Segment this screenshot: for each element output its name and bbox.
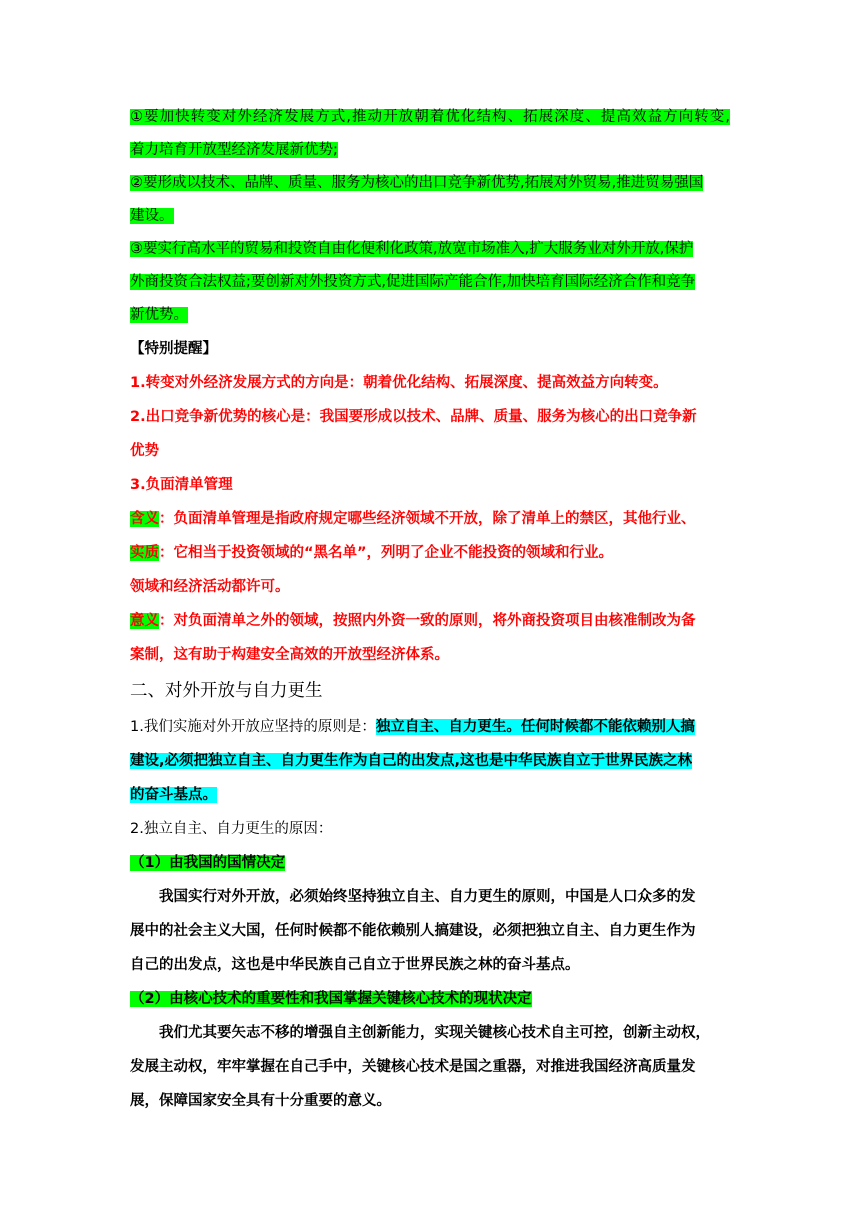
reminder-title: 【特别提醒】 bbox=[130, 341, 217, 357]
point-2 bbox=[130, 167, 730, 233]
sub-1-title: （1）由我国的国情决定 bbox=[130, 855, 286, 871]
sub-1-line-3: 自己的出发点，这也是中华民族自己自立于世界民族之林的奋斗基点。 bbox=[130, 957, 580, 973]
sub-1-line-2: 展中的社会主义大国，任何时候都不能依赖别人搞建设，必须把独立自主、自力更生作为 bbox=[130, 923, 696, 939]
principle-highlight-2: 建设,必须把独立自主、自力更生作为自己的出发点,这也是中华民族自立于世界民族之林 bbox=[130, 753, 693, 769]
point-2-line-1: ②要形成以技术、品牌、质量、服务为核心的出口竞争新优势,拓展对外贸易,推进贸易强国 bbox=[130, 175, 704, 191]
point-3-line-1: ③要实行高水平的贸易和投资自由化便利化政策,放宽市场准入,扩大服务业对外开放,保护 bbox=[130, 241, 694, 257]
sub-2-line-1: 我们尤其要矢志不移的增强自主创新能力，实现关键核心技术自主可控，创新主动权， bbox=[159, 1025, 710, 1041]
principle-line-2 bbox=[130, 744, 730, 778]
principle-highlight-3: 的奋斗基点。 bbox=[130, 787, 217, 803]
point-1-line-2: 着力培育开放型经济发展新优势; bbox=[130, 142, 338, 158]
significance-line-2: 案制，这有助于构建安全高效的开放型经济体系。 bbox=[130, 647, 449, 663]
essence-line bbox=[130, 536, 730, 570]
section-2-heading: 二、对外开放与自力更生 bbox=[130, 681, 323, 701]
principle-line-1 bbox=[130, 710, 730, 744]
meaning-line bbox=[130, 502, 730, 536]
principle-line-3 bbox=[130, 778, 730, 812]
continuation-line: 领域和经济活动都许可。 bbox=[130, 579, 290, 595]
sub-1-line-1: 我国实行对外开放，必须始终坚持独立自主、自力更生的原则，中国是人口众多的发 bbox=[159, 889, 696, 905]
principle-highlight-1: 独立自主、自力更生。任何时候都不能依赖别人搞 bbox=[375, 719, 695, 735]
sub-2-title: （2）由核心技术的重要性和我国掌握关键核心技术的现状决定 bbox=[130, 991, 532, 1007]
document-content bbox=[130, 101, 730, 1118]
essence-text: ：它相当于投资领域的“黑名单”，列明了企业不能投资的领域和行业。 bbox=[159, 545, 614, 561]
point-3-line-3: 新优势。 bbox=[130, 307, 188, 323]
sub-2-line-3: 展，保障国家安全具有十分重要的意义。 bbox=[130, 1093, 391, 1109]
sub-1-title-line bbox=[130, 846, 730, 880]
significance-line-1 bbox=[130, 604, 730, 638]
significance-text: ：对负面清单之外的领域，按照内外资一致的原则，将外商投资项目由核准制改为备 bbox=[159, 613, 696, 629]
reminder-item-2-line-1: 2.出口竞争新优势的核心是：我国要形成以技术、品牌、质量、服务为核心的出口竞争新 bbox=[130, 409, 697, 425]
sub-2-line-2: 发展主动权，牢牢掌握在自己手中，关键核心技术是国之重器，对推进我国经济高质量发 bbox=[130, 1059, 696, 1075]
meaning-text: ：负面清单管理是指政府规定哪些经济领域不开放，除了清单上的禁区，其他行业、 bbox=[159, 511, 696, 527]
reminder-item-1: 1.转变对外经济发展方式的方向是：朝着优化结构、拓展深度、提高效益方向转变。 bbox=[130, 375, 668, 391]
principle-prefix: 1.我们实施对外开放应坚持的原则是： bbox=[130, 719, 376, 735]
sub-2-title-line bbox=[130, 982, 730, 1016]
point-1 bbox=[130, 101, 730, 167]
point-2-line-2: 建设。 bbox=[130, 208, 174, 224]
significance-label: 意义 bbox=[130, 613, 159, 629]
point-3-line-2: 外商投资合法权益;要创新对外投资方式,促进国际产能合作,加快培育国际经济合作和竞争 bbox=[130, 274, 696, 290]
meaning-label: 含义 bbox=[130, 511, 159, 527]
point-3 bbox=[130, 233, 730, 332]
essence-label: 实质 bbox=[130, 545, 159, 561]
reminder-item-3: 3.负面清单管理 bbox=[130, 477, 233, 493]
reasons-title: 2.独立自主、自力更生的原因： bbox=[130, 821, 333, 837]
point-1-line-1: ①要加快转变对外经济发展方式,推动开放朝着优化结构、拓展深度、提高效益方向转变, bbox=[130, 109, 730, 125]
reminder-item-2-line-2: 优势 bbox=[130, 443, 159, 459]
